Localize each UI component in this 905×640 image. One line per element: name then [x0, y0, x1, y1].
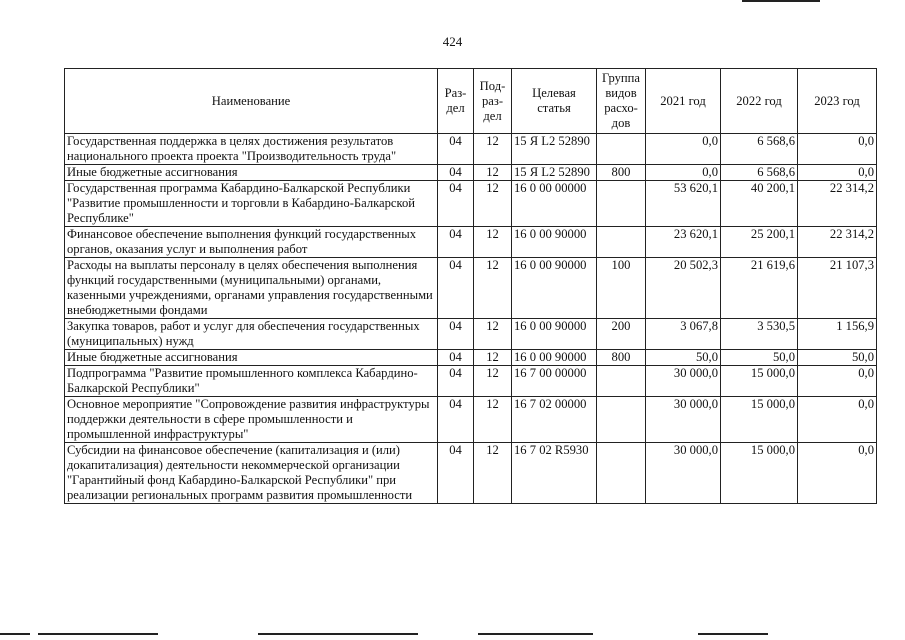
cell-section: 04 [438, 319, 474, 350]
scan-artifact-bottom-5 [698, 633, 768, 635]
cell-y2021: 30 000,0 [646, 443, 721, 504]
table-row [65, 319, 877, 350]
cell-group: 200 [597, 319, 646, 350]
cell-group: 800 [597, 350, 646, 366]
cell-y2023: 22 314,2 [798, 181, 877, 227]
table-header-row [65, 69, 877, 134]
cell-target: 16 7 00 00000 [512, 366, 597, 397]
table-row [65, 181, 877, 227]
cell-section: 04 [438, 181, 474, 227]
header-section: Раз- дел [438, 69, 474, 134]
scan-artifact-bottom-4 [478, 633, 593, 635]
cell-y2022: 15 000,0 [721, 443, 798, 504]
scan-artifact-bottom-2 [38, 633, 158, 635]
cell-subsection: 12 [474, 181, 512, 227]
cell-section: 04 [438, 350, 474, 366]
cell-y2023: 0,0 [798, 397, 877, 443]
cell-y2021: 50,0 [646, 350, 721, 366]
cell-group [597, 443, 646, 504]
cell-section: 04 [438, 165, 474, 181]
cell-group [597, 366, 646, 397]
cell-name: Финансовое обеспечение выполнения функций государственных органов, оказания услуг и выполнения работ [65, 227, 438, 258]
header-target: Целевая статья [512, 69, 597, 134]
scan-artifact-bottom-3 [258, 633, 418, 635]
header-group: Группа видов расхо- дов [597, 69, 646, 134]
cell-section: 04 [438, 227, 474, 258]
table-row [65, 397, 877, 443]
cell-name: Основное мероприятие "Сопровождение развития инфраструктуры поддержки деятельности в сфере промышленности и промышленной инфраструктуры" [65, 397, 438, 443]
scan-artifact-top-right [742, 0, 820, 2]
header-name: Наименование [65, 69, 438, 134]
cell-y2023: 50,0 [798, 350, 877, 366]
cell-name: Иные бюджетные ассигнования [65, 350, 438, 366]
cell-y2023: 0,0 [798, 366, 877, 397]
cell-group: 100 [597, 258, 646, 319]
cell-y2022: 6 568,6 [721, 165, 798, 181]
table-row [65, 227, 877, 258]
cell-section: 04 [438, 443, 474, 504]
table-row [65, 134, 877, 165]
cell-target: 16 0 00 00000 [512, 181, 597, 227]
cell-group [597, 397, 646, 443]
header-2021: 2021 год [646, 69, 721, 134]
cell-y2021: 30 000,0 [646, 397, 721, 443]
cell-y2022: 15 000,0 [721, 397, 798, 443]
header-2023: 2023 год [798, 69, 877, 134]
cell-y2022: 40 200,1 [721, 181, 798, 227]
table-row [65, 443, 877, 504]
cell-section: 04 [438, 134, 474, 165]
budget-table [64, 68, 877, 504]
cell-y2022: 6 568,6 [721, 134, 798, 165]
scan-artifact-bottom-1 [0, 633, 30, 635]
cell-y2022: 3 530,5 [721, 319, 798, 350]
cell-y2022: 25 200,1 [721, 227, 798, 258]
cell-y2023: 0,0 [798, 443, 877, 504]
cell-y2021: 3 067,8 [646, 319, 721, 350]
cell-y2023: 0,0 [798, 165, 877, 181]
cell-y2023: 21 107,3 [798, 258, 877, 319]
table-row [65, 258, 877, 319]
cell-group [597, 181, 646, 227]
cell-group [597, 134, 646, 165]
cell-section: 04 [438, 258, 474, 319]
cell-group: 800 [597, 165, 646, 181]
cell-subsection: 12 [474, 258, 512, 319]
table-row [65, 350, 877, 366]
cell-group [597, 227, 646, 258]
cell-y2021: 23 620,1 [646, 227, 721, 258]
cell-name: Государственная поддержка в целях достижения результатов национального проекта проекта "Производительность труда" [65, 134, 438, 165]
cell-target: 16 7 02 00000 [512, 397, 597, 443]
cell-name: Расходы на выплаты персоналу в целях обеспечения выполнения функций государственными (муниципальными) органами, казенными учреждениями, органами управления государственными внебюджетными фондами [65, 258, 438, 319]
cell-y2021: 20 502,3 [646, 258, 721, 319]
cell-subsection: 12 [474, 443, 512, 504]
cell-y2021: 30 000,0 [646, 366, 721, 397]
cell-target: 16 0 00 90000 [512, 258, 597, 319]
cell-y2021: 0,0 [646, 165, 721, 181]
cell-y2023: 1 156,9 [798, 319, 877, 350]
cell-subsection: 12 [474, 366, 512, 397]
cell-subsection: 12 [474, 350, 512, 366]
table-row [65, 165, 877, 181]
cell-name: Закупка товаров, работ и услуг для обеспечения государственных (муниципальных) нужд [65, 319, 438, 350]
cell-y2022: 50,0 [721, 350, 798, 366]
cell-subsection: 12 [474, 227, 512, 258]
cell-y2021: 53 620,1 [646, 181, 721, 227]
cell-section: 04 [438, 366, 474, 397]
cell-y2023: 0,0 [798, 134, 877, 165]
header-2022: 2022 год [721, 69, 798, 134]
cell-y2022: 15 000,0 [721, 366, 798, 397]
cell-name: Подпрограмма "Развитие промышленного комплекса Кабардино-Балкарской Республики" [65, 366, 438, 397]
cell-subsection: 12 [474, 134, 512, 165]
table-row [65, 366, 877, 397]
cell-y2023: 22 314,2 [798, 227, 877, 258]
cell-subsection: 12 [474, 319, 512, 350]
page-number: 424 [442, 34, 463, 49]
cell-target: 16 0 00 90000 [512, 350, 597, 366]
cell-name: Иные бюджетные ассигнования [65, 165, 438, 181]
header-subsection: Под- раз- дел [474, 69, 512, 134]
cell-y2021: 0,0 [646, 134, 721, 165]
cell-target: 16 0 00 90000 [512, 227, 597, 258]
cell-name: Субсидии на финансовое обеспечение (капитализация и (или) докапитализация) деятельности некоммерческой организации "Гарантийный фонд Кабардино-Балкарской Республики" при реализации региональных программ развития промышленности [65, 443, 438, 504]
cell-section: 04 [438, 397, 474, 443]
cell-name: Государственная программа Кабардино-Балкарской Республики "Развитие промышленности и торговли в Кабардино-Балкарской Республике" [65, 181, 438, 227]
cell-subsection: 12 [474, 165, 512, 181]
cell-subsection: 12 [474, 397, 512, 443]
cell-target: 15 Я L2 52890 [512, 134, 597, 165]
cell-target: 16 0 00 90000 [512, 319, 597, 350]
cell-y2022: 21 619,6 [721, 258, 798, 319]
cell-target: 15 Я L2 52890 [512, 165, 597, 181]
cell-target: 16 7 02 R5930 [512, 443, 597, 504]
